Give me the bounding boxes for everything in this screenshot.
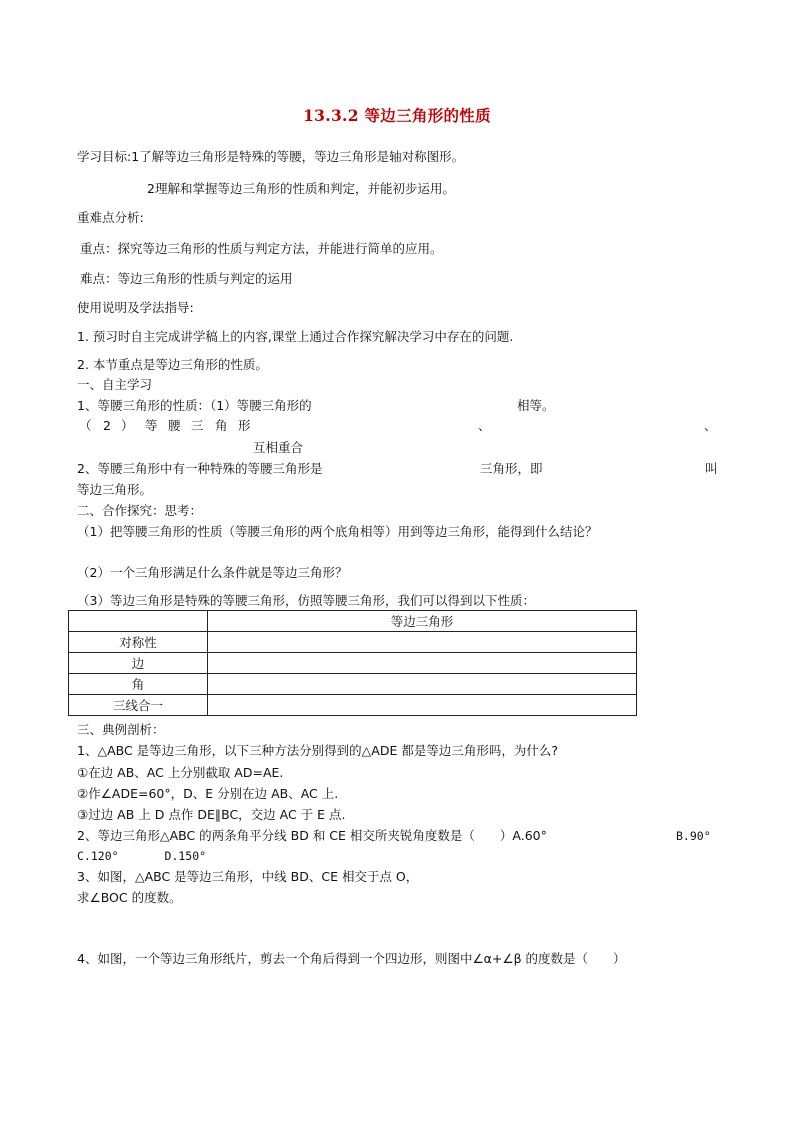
- q1b-char: 角: [215, 418, 228, 433]
- table-row-label: 三线合一: [69, 695, 208, 716]
- table-row: [69, 674, 637, 695]
- q1b-mark: 、: [704, 418, 717, 433]
- section-2-q2: （2）一个三角形满足什么条件就是等边三角形？: [77, 565, 348, 580]
- section-3-heading: 三、典例剖析：: [77, 722, 165, 737]
- example-1-method-a: ①在边 AB、AC 上分别截取 AD=AE.: [77, 765, 284, 780]
- section-1-q2-part3: 叫: [705, 461, 718, 476]
- table-row: [69, 632, 637, 653]
- properties-table: [68, 610, 637, 716]
- table-row-label: 对称性: [69, 632, 208, 653]
- section-1-heading: 一、自主学习: [77, 377, 153, 392]
- section-2-heading: 二、合作探究：思考：: [77, 503, 203, 518]
- example-1: 1、△ABC 是等边三角形，以下三种方法分别得到的△ADE 都是等边三角形吗，为什么?: [77, 743, 558, 758]
- q1b-char: ）: [121, 418, 134, 433]
- example-3-question: 求∠BOC 的度数。: [77, 890, 182, 905]
- example-4: 4、如图，一个等边三角形纸片，剪去一个角后得到一个四边形，则图中∠α+∠β 的度数是（ ）: [77, 951, 626, 966]
- q1b-char: 等: [145, 418, 158, 433]
- table-header-row: [69, 611, 637, 632]
- section-1-q2-part4: 等边三角形。: [77, 482, 153, 497]
- table-row-label: 边: [69, 653, 208, 674]
- section-1-q1-part2: 相等。: [517, 398, 555, 413]
- table-cell-blank: [208, 674, 637, 695]
- section-1-q1-part1: 1、等腰三角形的性质：（1）等腰三角形的: [77, 398, 312, 413]
- section-2-q3: （3）等边三角形是特殊的等腰三角形，仿照等腰三角形，我们可以得到以下性质：: [77, 593, 535, 608]
- table-cell-blank: [208, 632, 637, 653]
- learning-goals-line1: 学习目标:1了解等边三角形是特殊的等腰，等边三角形是轴对称图形。: [77, 149, 465, 164]
- example-2-part2: B.90°: [676, 829, 711, 843]
- q1b-char: 2: [103, 418, 111, 433]
- section-1-q2-part1: 2、等腰三角形中有一种特殊的等腰三角形是: [77, 461, 323, 476]
- page-title: 13.3.2 等边三角形的性质: [303, 106, 491, 125]
- difficult-point: 难点：等边三角形的性质与判定的运用: [80, 271, 293, 286]
- q1b-mark: 、: [478, 418, 491, 433]
- table-row: [69, 653, 637, 674]
- instructions-heading: 使用说明及学法指导:: [77, 300, 194, 315]
- section-1-q2-part2: 三角形，即: [480, 461, 543, 476]
- example-1-method-b: ②作∠ADE=60°，D、E 分别在边 AB、AC 上.: [77, 786, 339, 801]
- section-1-q1c: 互相重合: [253, 440, 304, 455]
- table-cell-blank: [208, 653, 637, 674]
- table-header-cell: [69, 611, 208, 632]
- table-header-cell: 等边三角形: [208, 611, 637, 632]
- example-3: 3、如图，△ABC 是等边三角形，中线 BD、CE 相交于点 O，: [77, 869, 419, 884]
- instruction-item-1: 1. 预习时自主完成讲学稿上的内容,课堂上通过合作探究解决学习中存在的问题.: [77, 329, 514, 344]
- key-point: 重点：探究等边三角形的性质与判定方法，并能进行简单的应用。: [80, 241, 443, 256]
- q1b-char: （: [79, 418, 92, 433]
- section-2-q1: （1）把等腰三角形的性质（等腰三角形的两个底角相等）用到等边三角形，能得到什么结论？: [77, 524, 598, 539]
- instruction-item-2: 2. 本节重点是等边三角形的性质。: [77, 357, 268, 372]
- learning-goals-line2: 2理解和掌握等边三角形的性质和判定，并能初步运用。: [147, 181, 455, 196]
- table-row-label: 角: [69, 674, 208, 695]
- table-row: [69, 695, 637, 716]
- difficulty-heading: 重难点分析:: [77, 210, 144, 225]
- q1b-char: 三: [191, 418, 204, 433]
- q1b-char: 腰: [168, 418, 181, 433]
- example-1-method-c: ③过边 AB 上 D 点作 DE∥BC，交边 AC 于 E 点.: [77, 807, 346, 822]
- q1b-char: 形: [238, 418, 251, 433]
- example-2-part1: 2、等边三角形△ABC 的两条角平分线 BD 和 CE 相交所夹锐角度数是（ ）A.60°: [77, 828, 547, 843]
- example-2-options: C.120° D.150°: [77, 849, 207, 863]
- table-cell-blank: [208, 695, 637, 716]
